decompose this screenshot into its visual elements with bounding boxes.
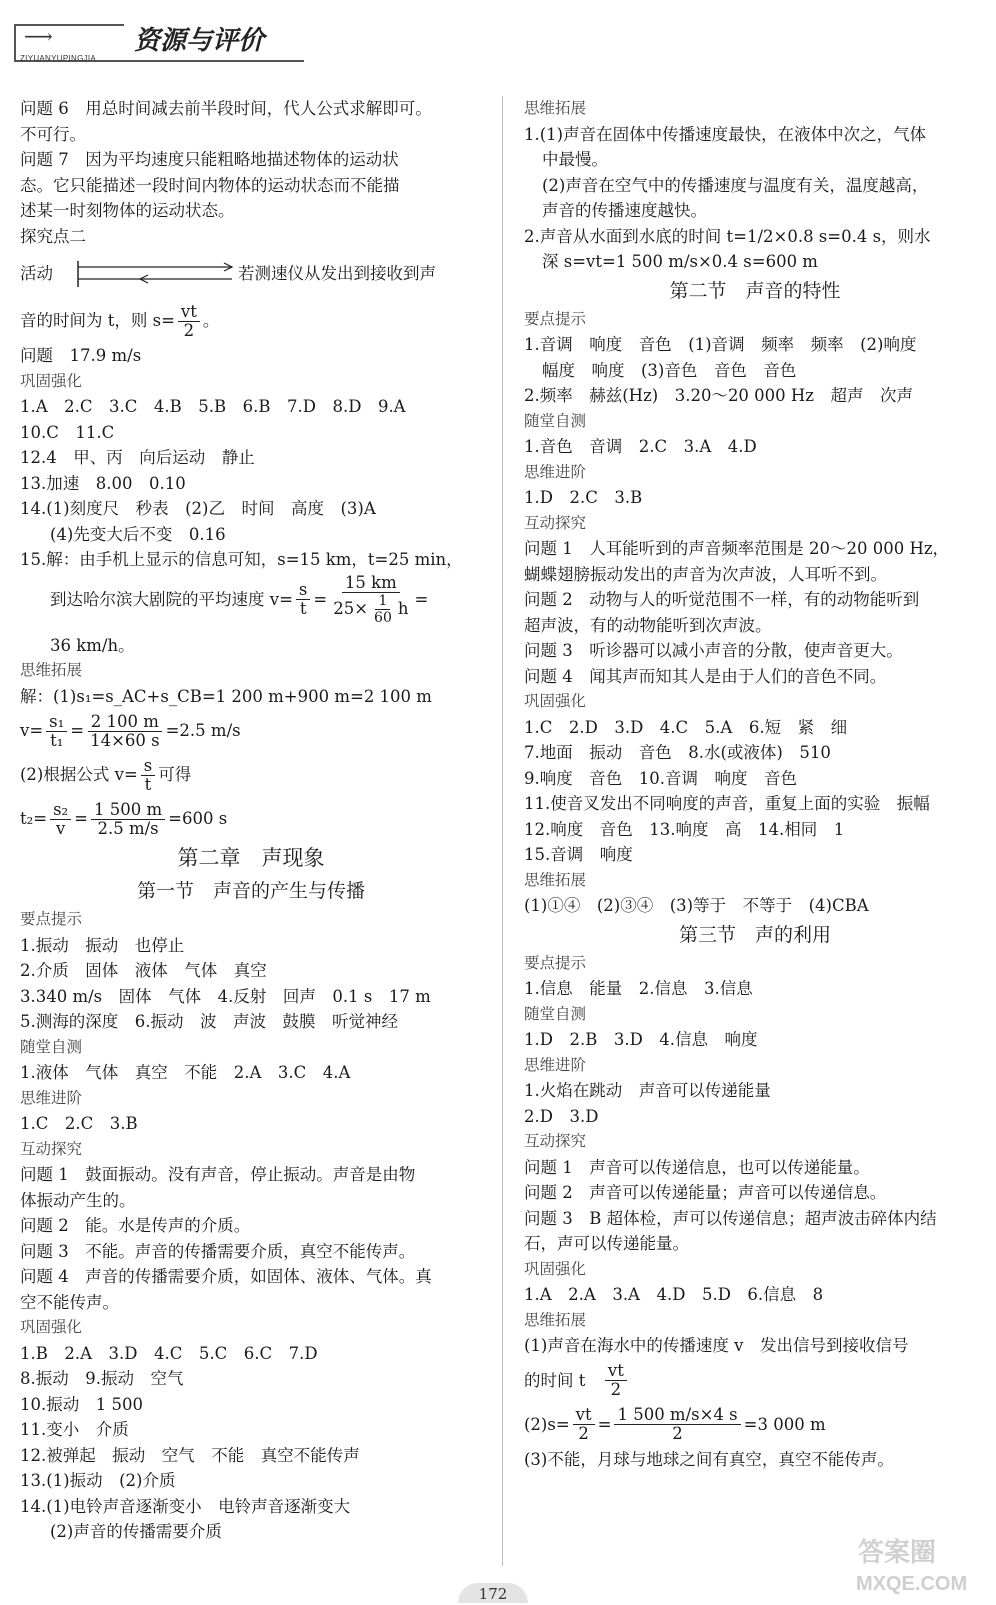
answer-line: 2.声音从水面到水底的时间 t=1/2×0.8 s=0.4 s，则水 bbox=[524, 226, 931, 246]
section-heading: 思维进阶 bbox=[524, 462, 587, 481]
header-arrow-icon: ⟶ bbox=[24, 24, 53, 48]
answer-line: 超声波，有的动物能听到次声波。 bbox=[524, 615, 772, 635]
answer-line: 体振动产生的。 bbox=[20, 1190, 136, 1210]
formula-text: t₂= bbox=[20, 809, 48, 829]
answer-line: 13.加速 8.00 0.10 bbox=[20, 473, 186, 493]
formula-text: h bbox=[397, 599, 409, 618]
formula-text: = bbox=[70, 721, 85, 741]
answer-line: 36 km/h。 bbox=[50, 635, 135, 655]
answer-line: (1)声音在海水中的传播速度 v 发出信号到接收信号 bbox=[524, 1336, 909, 1355]
fraction-denominator: 14×60 s bbox=[90, 730, 160, 750]
answer-line: 7.地面 振动 音色 8.水(或液体) 510 bbox=[524, 743, 831, 762]
answer-line: 1.火焰在跳动 声音可以传递能量 bbox=[524, 1081, 771, 1100]
fraction-numerator: 1 500 m bbox=[91, 801, 165, 820]
activity-text: 若测速仪从发出到接收到声 bbox=[238, 264, 436, 283]
section-heading: 要点提示 bbox=[524, 309, 587, 328]
answer-line: 10.C 11.C bbox=[20, 422, 115, 442]
section-heading: 要点提示 bbox=[524, 953, 587, 972]
answer-line: 蝴蝶翅膀振动发出的声音为次声波，人耳听不到。 bbox=[524, 564, 887, 584]
column-divider bbox=[502, 96, 503, 1566]
answer-line: 问题 1 人耳能听到的声音频率范围是 20～20 000 Hz， bbox=[524, 539, 950, 558]
answer-line: 1.A 2.C 3.C 4.B 5.B 6.B 7.D 8.D 9.A bbox=[20, 397, 406, 416]
fraction bbox=[614, 1406, 740, 1443]
answer-line: 问题 2 能。水是传声的介质。 bbox=[20, 1216, 251, 1235]
section-heading: 巩固强化 bbox=[20, 1318, 83, 1336]
answer-line: 深 s=vt=1 500 m/s×0.4 s=600 m bbox=[542, 252, 818, 271]
header-rule bbox=[124, 60, 304, 62]
fraction bbox=[141, 757, 155, 794]
answer-line: 1.D 2.B 3.D 4.信息 响度 bbox=[524, 1030, 758, 1049]
answer-line: 1.B 2.A 3.D 4.C 5.C 6.C 7.D bbox=[20, 1343, 318, 1363]
answer-line: 幅度 响度 (3)音色 音色 音色 bbox=[542, 360, 797, 380]
section-heading: 要点提示 bbox=[20, 910, 83, 928]
formula-text: 音的时间为 t，则 s= bbox=[20, 311, 175, 331]
answer-line: 14.(1)刻度尺 秒表 (2)乙 时间 高度 (3)A bbox=[20, 499, 376, 518]
section-title: 第二节 声音的特性 bbox=[669, 279, 841, 302]
fraction-numerator: s₁ bbox=[46, 713, 67, 732]
answer-line: 1.(1)声音在固体中传播速度最快，在液体中次之，气体 bbox=[524, 124, 927, 144]
fraction-numerator: s₂ bbox=[50, 801, 71, 820]
answer-line: (1)①④ (2)③④ (3)等于 不等于 (4)CBA bbox=[524, 896, 869, 915]
section-heading: 随堂自测 bbox=[524, 1004, 587, 1023]
formula-time bbox=[524, 1359, 986, 1403]
fraction-numerator: vt bbox=[605, 1362, 627, 1381]
answer-line: 石，声可以传递能量。 bbox=[524, 1234, 689, 1253]
answer-line: 10.振动 1 500 bbox=[20, 1394, 143, 1414]
fraction-numerator: s bbox=[141, 757, 155, 776]
answer-line: 问题 3 听诊器可以减小声音的分散，使声音更大。 bbox=[524, 641, 903, 660]
fraction-denominator: 2.5 m/s bbox=[97, 818, 159, 838]
answer-line: 5.测海的深度 6.振动 波 声波 鼓膜 听觉神经 bbox=[20, 1012, 398, 1031]
section-heading: 思维拓展 bbox=[20, 661, 83, 679]
fraction bbox=[371, 593, 395, 626]
fraction-numerator: 2 100 m bbox=[88, 713, 162, 732]
fraction-denominator: 2 bbox=[578, 1424, 589, 1443]
formula-text: 25× bbox=[333, 599, 369, 618]
answer-line: 2.D 3.D bbox=[524, 1106, 599, 1126]
formula-text: (2)s= bbox=[524, 1414, 570, 1434]
text-line: 问题 17.9 m/s bbox=[20, 346, 142, 365]
answer-line: 问题 1 声音可以传递信息，也可以传递能量。 bbox=[524, 1157, 870, 1177]
formula-text: =2.5 m/s bbox=[165, 721, 241, 741]
formula-text: (2)根据公式 v= bbox=[20, 765, 138, 785]
chapter-title: 第二章 声现象 bbox=[177, 846, 325, 870]
answer-line: 12.响度 音色 13.响度 高 14.相同 1 bbox=[524, 819, 845, 839]
formula-v1 bbox=[20, 709, 482, 753]
fraction bbox=[573, 1406, 595, 1443]
answer-line: 中最慢。 bbox=[542, 150, 608, 169]
signal-arrows-diagram bbox=[76, 259, 236, 289]
watermark-brand: 答案圈 bbox=[858, 1537, 937, 1567]
answer-line: 问题 4 声音的传播需要介质，如固体、液体、气体。真 bbox=[20, 1267, 432, 1286]
header-logo-en: ZIYUANYUPINGJIA bbox=[20, 54, 97, 63]
text-line: 态。它只能描述一段时间内物体的运动状态而不能描 bbox=[20, 175, 400, 195]
fraction-numerator: vt bbox=[178, 303, 200, 322]
formula-s-vt bbox=[20, 299, 482, 343]
answer-line: 解：(1)s₁=s_AC+s_CB=1 200 m+900 m=2 100 m bbox=[20, 686, 432, 706]
answer-line: 11.使音叉发出不同响度的声音，重复上面的实验 振幅 bbox=[524, 794, 930, 813]
answer-line: 13.(1)振动 (2)介质 bbox=[20, 1471, 176, 1490]
section-heading: 巩固强化 bbox=[524, 692, 587, 710]
section-title: 第一节 声音的产生与传播 bbox=[136, 880, 365, 902]
right-column bbox=[524, 96, 986, 1472]
answer-line: (2)声音的传播需要介质 bbox=[50, 1522, 222, 1541]
formula-t2 bbox=[20, 797, 482, 841]
text-line: 述某一时刻物体的运动状态。 bbox=[20, 201, 235, 220]
fraction bbox=[296, 581, 310, 618]
answer-line: 空不能传声。 bbox=[20, 1292, 119, 1312]
answer-line: 问题 3 不能。声音的传播需要介质，真空不能传声。 bbox=[20, 1241, 416, 1261]
answer-line: 2.频率 赫兹(Hz) 3.20～20 000 Hz 超声 次声 bbox=[524, 386, 913, 405]
section-heading: 随堂自测 bbox=[524, 411, 587, 430]
answer-line: 问题 1 鼓面振动。没有声音，停止振动。声音是由物 bbox=[20, 1165, 416, 1184]
answer-line: 问题 4 闻其声而知其人是由于人们的音色不同。 bbox=[524, 666, 887, 686]
answer-line: 11.变小 介质 bbox=[20, 1420, 129, 1439]
fraction bbox=[46, 713, 67, 750]
answer-line: (4)先变大后不变 0.16 bbox=[50, 524, 226, 544]
answer-line: 12.4 甲、丙 向后运动 静止 bbox=[20, 448, 255, 467]
answer-line: 1.C 2.D 3.D 4.C 5.A 6.短 紧 细 bbox=[524, 717, 848, 737]
formula-average-speed bbox=[20, 573, 482, 627]
answer-line: 问题 2 动物与人的听觉范围不一样，有的动物能听到 bbox=[524, 590, 920, 609]
fraction bbox=[91, 801, 165, 838]
section-heading: 思维拓展 bbox=[524, 1310, 587, 1329]
answer-line: 2.介质 固体 液体 气体 真空 bbox=[20, 961, 267, 980]
section-heading: 巩固强化 bbox=[524, 1259, 587, 1278]
answer-line: 3.340 m/s 固体 气体 4.反射 回声 0.1 s 17 m bbox=[20, 986, 431, 1006]
left-column bbox=[20, 96, 482, 1545]
fraction-numerator: vt bbox=[573, 1406, 595, 1425]
answer-line: 1.D 2.C 3.B bbox=[524, 488, 643, 507]
text-line: 问题 6 用总时间减去前半段时间，代人公式求解即可。 bbox=[20, 99, 432, 118]
watermark-logo bbox=[828, 1537, 978, 1598]
section-heading: 思维拓展 bbox=[524, 99, 587, 117]
section-heading: 互动探究 bbox=[524, 1132, 587, 1150]
section-title: 第三节 声的利用 bbox=[678, 923, 831, 946]
page-number: 172 bbox=[458, 1583, 528, 1603]
answer-line: 问题 3 B 超体检，声可以传递信息；超声波击碎体内结 bbox=[524, 1208, 937, 1228]
fraction bbox=[178, 303, 200, 340]
section-heading: 随堂自测 bbox=[20, 1037, 83, 1056]
formula-text: = bbox=[414, 589, 429, 609]
formula-text: 可得 bbox=[158, 765, 192, 785]
fraction-denominator: v bbox=[55, 818, 66, 838]
answer-line: 1.C 2.C 3.B bbox=[20, 1114, 138, 1133]
answer-line: 12.被弹起 振动 空气 不能 真空不能传声 bbox=[20, 1445, 360, 1465]
formula-distance bbox=[524, 1403, 986, 1447]
answer-line: 1.音色 音调 2.C 3.A 4.D bbox=[524, 437, 757, 456]
formula-text: = bbox=[597, 1414, 612, 1434]
fraction-denominator: t bbox=[144, 774, 152, 794]
formula-text: 的时间 t bbox=[524, 1370, 602, 1390]
answer-line: 9.响度 音色 10.音调 响度 音色 bbox=[524, 768, 797, 788]
text-line: 探究点二 bbox=[20, 226, 86, 246]
answer-line: 1.信息 能量 2.信息 3.信息 bbox=[524, 979, 753, 998]
fraction-numerator: 15 km bbox=[342, 574, 400, 593]
section-heading: 思维进阶 bbox=[524, 1055, 587, 1074]
answer-line: 14.(1)电铃声音逐渐变小 电铃声音逐渐变大 bbox=[20, 1496, 351, 1516]
fraction-denominator: 2 bbox=[672, 1424, 683, 1443]
text-line: 不可行。 bbox=[20, 124, 86, 144]
formula-text: 。 bbox=[202, 311, 220, 331]
fraction-denominator: 2 bbox=[610, 1380, 622, 1399]
section-heading: 巩固强化 bbox=[20, 371, 83, 390]
fraction-denominator: 2 bbox=[183, 320, 195, 340]
section-heading: 思维拓展 bbox=[524, 870, 587, 889]
activity-row bbox=[20, 249, 482, 299]
answer-line: 声音的传播速度越快。 bbox=[542, 201, 707, 220]
answer-line: 1.音调 响度 音色 (1)音调 频率 频率 (2)响度 bbox=[524, 335, 917, 354]
formula-v2 bbox=[20, 753, 482, 797]
section-heading: 思维进阶 bbox=[20, 1088, 83, 1107]
answer-line: 1.振动 振动 也停止 bbox=[20, 935, 185, 955]
formula-text: =600 s bbox=[168, 809, 228, 829]
answer-line: 1.A 2.A 3.A 4.D 5.D 6.信息 8 bbox=[524, 1285, 824, 1304]
section-heading: 互动探究 bbox=[20, 1139, 83, 1158]
answer-line: 15.音调 响度 bbox=[524, 845, 633, 864]
formula-text: =3 000 m bbox=[743, 1414, 826, 1434]
fraction-numerator: s bbox=[296, 581, 310, 600]
activity-label: 活动 bbox=[20, 264, 53, 283]
fraction-denominator: 60 bbox=[374, 609, 392, 626]
answer-line: 8.振动 9.振动 空气 bbox=[20, 1369, 184, 1388]
fraction-denominator: t₁ bbox=[50, 730, 64, 750]
section-heading: 互动探究 bbox=[524, 513, 587, 532]
fraction bbox=[87, 713, 163, 750]
page-header bbox=[14, 18, 304, 68]
fraction bbox=[605, 1362, 627, 1399]
watermark-url: MXQE.COM bbox=[856, 1573, 968, 1595]
text-line: 问题 7 因为平均速度只能粗略地描述物体的运动状 bbox=[20, 150, 399, 169]
fraction bbox=[50, 801, 71, 838]
header-logo-zh: 资源与评价 bbox=[134, 26, 265, 56]
answer-line: 1.液体 气体 真空 不能 2.A 3.C 4.A bbox=[20, 1063, 351, 1082]
answer-line: (3)不能，月球与地球之间有真空，真空不能传声。 bbox=[524, 1449, 894, 1469]
fraction-denominator bbox=[330, 593, 411, 626]
formula-text: v= bbox=[20, 721, 44, 741]
formula-text: 到达哈尔滨大剧院的平均速度 v= bbox=[50, 589, 293, 609]
answer-line: 15.解：由手机上显示的信息可知，s=15 km，t=25 min， bbox=[20, 550, 463, 569]
formula-text: = bbox=[74, 809, 88, 829]
answer-line: (2)声音在空气中的传播速度与温度有关，温度越高， bbox=[542, 175, 929, 195]
fraction bbox=[330, 574, 411, 626]
answer-line: 问题 2 声音可以传递能量；声音可以传递信息。 bbox=[524, 1183, 887, 1202]
formula-text: = bbox=[313, 589, 328, 609]
fraction-numerator: 1 500 m/s×4 s bbox=[614, 1406, 740, 1425]
fraction-denominator: t bbox=[299, 599, 307, 618]
fraction-numerator: 1 bbox=[375, 593, 390, 610]
